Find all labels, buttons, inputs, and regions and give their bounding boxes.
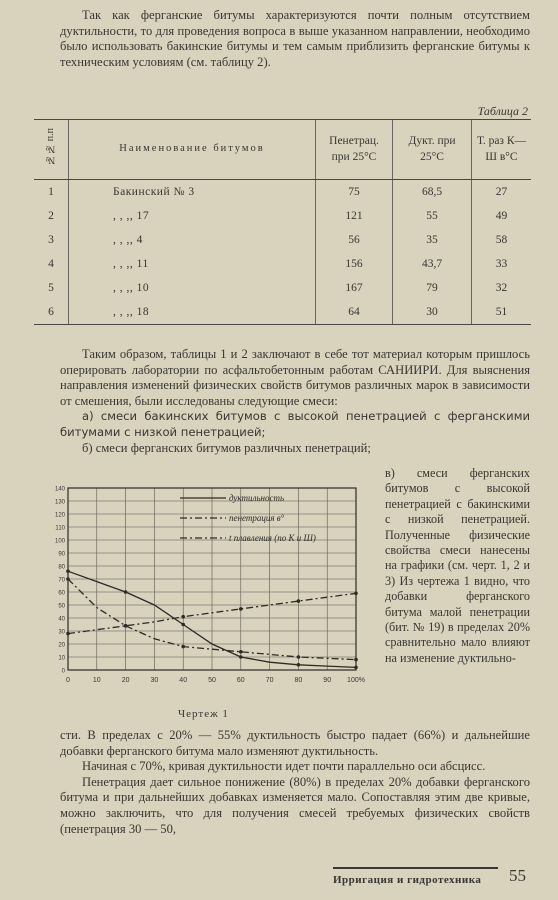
x-tick-label: 20: [121, 677, 130, 684]
row-penetration: 64: [316, 300, 393, 325]
row-name: Бакинский № 3: [69, 179, 316, 204]
table-row: [34, 300, 531, 325]
x-tick-label: 0: [66, 677, 70, 684]
header-name: Наименование битумов: [69, 120, 316, 180]
data-point: [181, 623, 185, 627]
x-tick-label: 30: [150, 677, 159, 684]
data-point: [297, 599, 301, 603]
x-tick-label: 90: [323, 677, 332, 684]
row-ductility: 30: [393, 300, 472, 325]
header-ductility: Дукт. при 25°С: [393, 120, 472, 180]
para-4: Начиная с 70%, кривая дуктильности идет почти параллельно оси абсцисс.: [82, 759, 486, 774]
row-number: 3: [48, 233, 54, 246]
row-name: , , ,, 11: [69, 252, 316, 276]
y-tick-label: 140: [54, 486, 65, 493]
x-tick-label: 100%: [347, 677, 365, 684]
body-paragraph-3: [60, 728, 530, 837]
row-ductility: 43,7: [393, 252, 472, 276]
y-tick-label: 20: [58, 642, 65, 649]
header-softening: Т. раз К—Ш в°С: [472, 120, 532, 180]
row-name: , , ,, 17: [69, 204, 316, 228]
row-ductility: 79: [393, 276, 472, 300]
data-point: [354, 658, 358, 662]
y-tick-label: 100: [54, 538, 65, 545]
table-row: [34, 204, 531, 228]
table-row: [34, 276, 531, 300]
y-tick-label: 40: [58, 616, 65, 623]
x-tick-label: 70: [265, 677, 274, 684]
y-tick-label: 80: [58, 564, 65, 571]
row-number: 1: [48, 185, 54, 198]
table-header-row: [34, 120, 531, 180]
row-softening: 51: [472, 300, 532, 325]
row-softening: 49: [472, 204, 532, 228]
row-number: 4: [48, 257, 54, 270]
row-softening: 58: [472, 228, 532, 252]
data-point: [239, 650, 243, 654]
row-penetration: 75: [316, 179, 393, 204]
row-penetration: 56: [316, 228, 393, 252]
row-name: , , ,, 4: [69, 228, 316, 252]
row-ductility: 55: [393, 204, 472, 228]
data-point: [239, 607, 243, 611]
data-point: [181, 645, 185, 649]
data-point: [66, 569, 70, 573]
chart-grid: [68, 488, 356, 670]
row-softening: 32: [472, 276, 532, 300]
header-penetration: Пенетрац. при 25°С: [316, 120, 393, 180]
table-caption: Таблица 2: [477, 104, 528, 118]
x-tick-label: 60: [236, 677, 245, 684]
journal-footer: Ирригация и гидротехника: [333, 874, 482, 886]
y-tick-label: 70: [58, 577, 65, 584]
x-tick-label: 40: [179, 677, 188, 684]
para-3: сти. В пределах с 20% — 55% дуктильность быстро падает (66%) и дальнейшие добавки ферганского битума мало изменяют дуктильность.: [60, 728, 530, 758]
y-tick-label: 50: [58, 603, 65, 610]
page-number: 55: [509, 866, 526, 885]
y-tick-label: 10: [58, 655, 65, 662]
para-5: Пенетрация дает сильное понижение (80%) в пределах 20% добавки ферганского битума и при дальнейших добавках изменяется мало. Сопоставляя этим две кривые, можно заключить, что для получения смесей требуемых физических свойств (пенетрация 30 — 50,: [60, 774, 530, 836]
row-penetration: 121: [316, 204, 393, 228]
legend-label: пенетрация в°: [229, 513, 285, 523]
data-point: [297, 655, 301, 659]
chart-axes: [55, 487, 365, 685]
row-softening: 27: [472, 179, 532, 204]
chart-1: [48, 478, 366, 700]
x-tick-label: 50: [208, 677, 216, 684]
row-penetration: 167: [316, 276, 393, 300]
row-penetration: 156: [316, 252, 393, 276]
table-row: [34, 252, 531, 276]
data-point: [354, 592, 358, 596]
data-point: [181, 615, 185, 619]
data-point: [66, 632, 70, 636]
header-number: №№ п.п: [34, 120, 69, 180]
para-2: Таким образом, таблицы 1 и 2 заключают в себе тот материал которым пришлось оперировать лаборатории по асфальтобетонным работам САНИИРИ. Для выяснения направления изменений физических свойств битумов различных марок в зависимости от смешения, были исследованы следующие смеси:: [60, 347, 530, 408]
table-row: [34, 179, 531, 204]
y-tick-label: 110: [55, 525, 65, 532]
data-point: [297, 663, 301, 667]
bitumen-table: [34, 119, 531, 325]
row-ductility: 68,5: [393, 179, 472, 204]
data-point: [124, 624, 128, 628]
item-b: б) смеси ферганских битумов различных пенетраций;: [82, 440, 371, 455]
data-point: [66, 577, 70, 581]
x-tick-label: 10: [92, 677, 101, 684]
data-point: [354, 666, 358, 670]
chart-legend: [180, 493, 316, 543]
table-row: [34, 228, 531, 252]
legend-label: t плавления (по К и Ш): [229, 533, 316, 543]
y-tick-label: 130: [54, 499, 65, 506]
row-number: 2: [48, 209, 54, 222]
data-point: [124, 590, 128, 594]
side-column-text: в) смеси ферганских битумов с высокой пенетрацией с бакинскими с низкой пенетрацией. Полученные физические свойства смеси нанесены на графики (см. черт. 1, 2 и 3) Из чертежа 1 видно, что добавки ферганского битума малой пенетрации (бит. № 19) в пределах 20% сравнительно мало влияют на изменение дуктильно-: [385, 466, 530, 665]
body-paragraph-2: [60, 347, 530, 456]
chart-caption: Чертеж 1: [178, 708, 229, 720]
y-tick-label: 120: [54, 512, 65, 519]
item-a: а) смеси бакинских битумов с высокой пенетрацией с ферганскими битумами с низкой пенетрацией;: [60, 409, 530, 439]
y-tick-label: 90: [58, 551, 65, 558]
y-tick-label: 30: [58, 629, 65, 636]
row-number: 6: [34, 300, 69, 325]
y-tick-label: 0: [61, 668, 65, 675]
footer-rule: [333, 867, 498, 869]
x-tick-label: 80: [294, 677, 303, 684]
row-name: , , ,, 10: [69, 276, 316, 300]
row-name: , , ,, 18: [69, 300, 316, 325]
row-softening: 33: [472, 252, 532, 276]
row-number: 5: [48, 281, 54, 294]
y-tick-label: 60: [58, 590, 65, 597]
intro-paragraph: Так как ферганские битумы характеризуются почти полным отсутствием дуктильности, то для проведения вопроса в выше указанном направлении, необходимо было использовать бакинские битумы и тем самым приблизить ферганские битумы к техническим условиям (см. таблицу 2).: [60, 8, 530, 69]
row-ductility: 35: [393, 228, 472, 252]
data-point: [239, 655, 243, 659]
legend-label: дуктильность: [229, 493, 285, 503]
